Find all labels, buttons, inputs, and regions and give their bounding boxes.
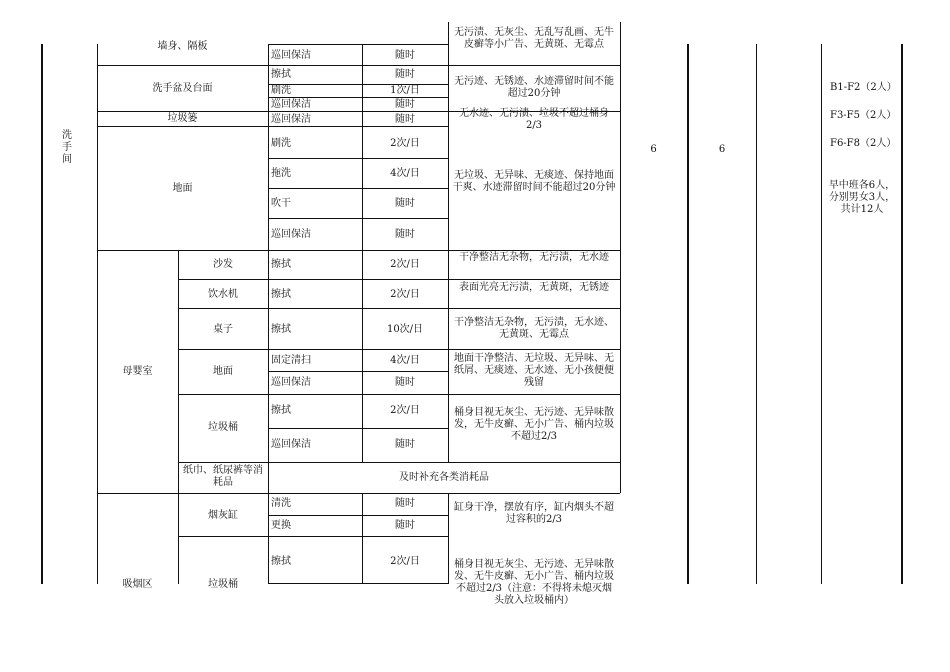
method-cell: 擦拭 — [271, 259, 291, 270]
row-divider — [268, 371, 448, 372]
freq-cell: 随时 — [395, 99, 415, 110]
item-trash-basket: 垃圾篓 — [167, 113, 198, 124]
method-cell: 固定清扫 — [271, 355, 311, 366]
method-cell: 巡回保洁 — [271, 114, 311, 125]
row-divider — [268, 218, 448, 219]
freq-cell: 随时 — [395, 50, 415, 61]
row-divider — [268, 428, 448, 429]
freq-cell: 随时 — [395, 498, 415, 509]
freq-cell: 10次/日 — [386, 324, 424, 335]
standard-cell: 缸身干净，摆放有序，缸内烟头不超过容积的2/3 — [454, 502, 614, 525]
freq-cell: 1次/日 — [390, 85, 420, 96]
freq-cell: 4次/日 — [390, 168, 420, 179]
row-divider — [178, 462, 620, 463]
standard-cell: 无水迹、无污渍、垃圾不超过桶身2/3 — [459, 108, 609, 131]
col-divider — [756, 44, 757, 584]
item-smoking-area: 吸烟区 — [122, 579, 153, 590]
row-divider — [268, 583, 448, 584]
item-trash-bin: 垃圾桶 — [208, 422, 238, 433]
method-cell: 刷洗 — [271, 138, 291, 149]
area-label-char: 洗 — [62, 130, 72, 141]
area-label-char: 间 — [62, 154, 72, 165]
item-ashtray: 烟灰缸 — [208, 510, 238, 521]
freq-cell: 2次/日 — [390, 556, 420, 567]
col-divider — [620, 22, 621, 493]
col-divider — [268, 44, 269, 584]
standard-cell: 桶身目视无灰尘、无污迹、无异味散发，无牛皮癣、无小广告、桶内垃圾不超过2/3 — [454, 407, 614, 442]
method-cell: 更换 — [271, 520, 291, 531]
col-divider — [178, 493, 179, 584]
row-divider — [178, 279, 620, 280]
shift-floor: F3-F5（2人） — [830, 110, 897, 121]
freq-cell: 随时 — [395, 377, 415, 388]
staff-count: 6 — [650, 144, 657, 155]
col-divider — [97, 44, 98, 584]
method-cell: 擦拭 — [271, 405, 291, 416]
col-divider — [448, 493, 449, 584]
method-cell: 擦拭 — [271, 324, 291, 335]
item-supplies: 纸巾、纸尿裤等消耗品 — [183, 465, 263, 488]
staff-count: 6 — [718, 144, 726, 155]
standard-cell: 无污迹、无锈迹、水迹滞留时间不能超过20分钟 — [454, 76, 614, 99]
standard-cell: 无污渍、无灰尘、无乱写乱画、无牛皮癣等小广告、无黄斑、无霉点 — [454, 27, 614, 50]
freq-cell: 2次/日 — [390, 405, 420, 416]
col-divider — [448, 22, 449, 462]
border-right — [901, 44, 903, 584]
freq-cell: 随时 — [395, 198, 415, 209]
method-cell: 巡回保洁 — [271, 439, 311, 450]
row-divider — [268, 97, 448, 98]
row-divider — [268, 158, 448, 159]
item-sink: 洗手盆及台面 — [152, 83, 213, 94]
border-left — [41, 44, 43, 584]
freq-cell: 随时 — [395, 520, 415, 531]
standard-cell: 地面干净整洁、无垃圾、无异味、无纸屑、无痰迹、无水迹、无小孩便便残留 — [454, 353, 614, 388]
shift-floor: B1-F2（2人） — [830, 82, 897, 93]
shift-note: 早中班各6人，分别男女3人，共计12人 — [828, 180, 896, 215]
item-sofa: 沙发 — [213, 259, 233, 270]
supplies-note: 及时补充各类消耗品 — [399, 472, 489, 483]
item-trash-bin: 垃圾桶 — [208, 579, 238, 590]
freq-cell: 随时 — [395, 114, 415, 125]
method-cell: 擦拭 — [271, 556, 291, 567]
method-cell: 巡回保洁 — [271, 229, 311, 240]
item-floor: 地面 — [213, 366, 233, 377]
item-water-dispenser: 饮水机 — [208, 289, 238, 300]
col-divider — [821, 44, 822, 584]
row-divider — [178, 536, 448, 537]
freq-cell: 随时 — [395, 69, 415, 80]
freq-cell: 2次/日 — [390, 259, 420, 270]
method-cell: 清洗 — [271, 498, 291, 509]
method-cell: 拖洗 — [271, 168, 291, 179]
area-label-char: 手 — [62, 142, 72, 153]
standard-cell: 桶身目视无灰尘、无污迹、无异味散发、无牛皮癣、无小广告、桶内垃圾不超过2/3（注意：不得将未熄灭烟头放入垃圾桶内） — [454, 559, 614, 606]
method-cell: 擦拭 — [271, 289, 291, 300]
method-cell: 刷洗 — [271, 85, 291, 96]
freq-cell: 随时 — [395, 439, 415, 450]
area-label — [61, 130, 73, 166]
method-cell: 擦拭 — [271, 69, 291, 80]
item-table: 桌子 — [213, 324, 233, 335]
row-divider — [178, 349, 620, 350]
item-wall: 墙身、隔板 — [157, 41, 208, 52]
row-divider — [97, 65, 620, 66]
row-divider — [268, 44, 448, 45]
freq-cell: 4次/日 — [390, 355, 420, 366]
row-divider — [97, 250, 620, 251]
method-cell: 巡回保洁 — [271, 377, 311, 388]
shift-floor: F6-F8（2人） — [830, 138, 897, 149]
row-divider — [97, 126, 448, 127]
freq-cell: 2次/日 — [390, 138, 420, 149]
row-divider — [178, 308, 620, 309]
col-divider — [687, 44, 689, 584]
standard-cell: 表面光亮无污渍，无黄斑，无锈迹 — [459, 282, 609, 293]
row-divider — [268, 188, 448, 189]
standard-cell: 无垃圾、无异味、无痰迹、保持地面干爽、水迹滞留时间不能超过20分钟 — [452, 170, 616, 193]
standard-cell: 干净整洁无杂物，无污渍，无水迹、无黄斑、无霉点 — [454, 317, 614, 340]
item-mother-room: 母婴室 — [122, 366, 153, 377]
freq-cell: 随时 — [395, 229, 415, 240]
method-cell: 巡回保洁 — [271, 50, 311, 61]
row-divider — [178, 394, 620, 395]
standard-cell: 干净整洁无杂物，无污渍，无水迹 — [459, 252, 609, 263]
method-cell: 吹干 — [271, 198, 291, 209]
row-divider — [268, 515, 448, 516]
row-divider — [97, 493, 620, 494]
freq-cell: 2次/日 — [390, 289, 420, 300]
item-floor: 地面 — [172, 183, 193, 194]
method-cell: 巡回保洁 — [271, 99, 311, 110]
